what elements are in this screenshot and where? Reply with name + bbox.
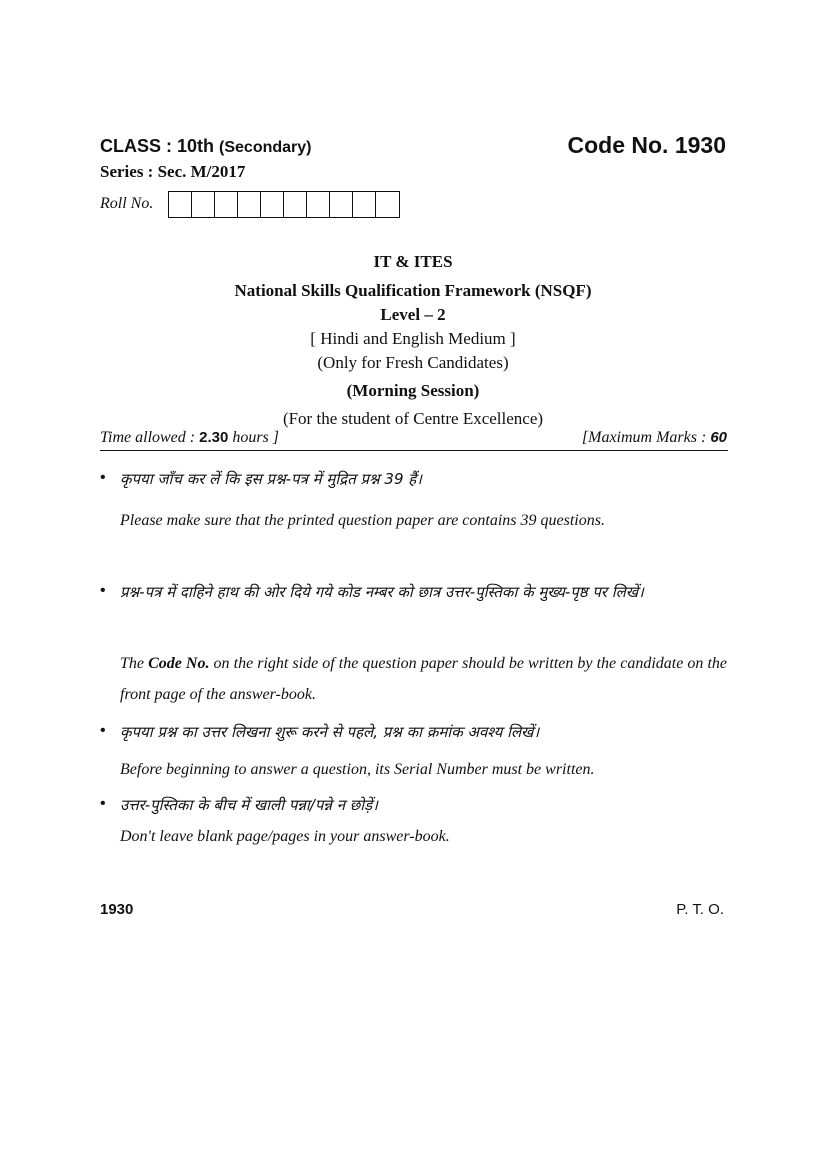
roll-box — [238, 192, 261, 217]
class-text: CLASS : 10th — [100, 136, 215, 156]
marks-value: 60 — [710, 429, 727, 446]
bullet-icon: • — [100, 469, 106, 486]
medium-line: [ Hindi and English Medium ] — [310, 329, 516, 348]
bullet-icon: • — [100, 722, 106, 739]
roll-number-boxes — [168, 191, 400, 218]
instruction-2-english — [120, 648, 727, 710]
framework-title: National Skills Qualification Framework (NSQF) — [234, 281, 592, 300]
instruction-2-hindi: प्रश्न-पत्र में दाहिने हाथ की ओर दिये गये कोड नम्बर को छात्र उत्तर-पुस्तिका के मुख्य-पृष्ठ पर लिखें। — [120, 583, 644, 601]
instruction-1-english: Please make sure that the printed question paper are contains 39 questions. — [120, 512, 605, 529]
footer-pto: P. T. O. — [676, 901, 724, 918]
instruction-2-prefix: The — [120, 655, 149, 672]
series-label: Series : Sec. M/2017 — [100, 162, 246, 181]
instruction-3-hindi: कृपया प्रश्न का उत्तर लिखना शुरू करने से पहले, प्रश्न का क्रमांक अवश्य लिखें। — [120, 723, 540, 741]
instruction-2-code-no: Code No. — [148, 655, 210, 672]
code-number: Code No. 1930 — [567, 132, 726, 158]
header-divider — [100, 450, 728, 451]
bullet-icon: • — [100, 795, 106, 812]
roll-box — [307, 192, 330, 217]
footer-code: 1930 — [100, 901, 134, 918]
marks-prefix: [Maximum Marks : — [581, 429, 711, 446]
instruction-2-suffix: on the right side of the question paper should be written by the candidate on the front page of the answer-book. — [120, 655, 728, 703]
session-line: (Morning Session) — [346, 381, 480, 400]
roll-box — [284, 192, 307, 217]
roll-box — [330, 192, 353, 217]
roll-box — [261, 192, 284, 217]
time-suffix: hours ] — [228, 429, 279, 446]
instruction-1-hindi: कृपया जाँच कर लें कि इस प्रश्न-पत्र में मुद्रित प्रश्न 39 हैं। — [120, 470, 422, 488]
time-prefix: Time allowed : — [100, 429, 200, 446]
roll-box — [215, 192, 238, 217]
roll-box — [192, 192, 215, 217]
maximum-marks — [582, 429, 727, 447]
roll-box — [376, 192, 399, 217]
subject-title: IT & ITES — [373, 252, 453, 271]
class-label — [100, 136, 312, 157]
time-value: 2.30 — [199, 429, 229, 446]
class-level: (Secondary) — [219, 139, 312, 156]
level-title: Level – 2 — [380, 305, 446, 324]
instruction-4-english: Don't leave blank page/pages in your answer-book. — [120, 828, 450, 845]
candidate-line: (Only for Fresh Candidates) — [317, 353, 509, 372]
roll-box — [169, 192, 192, 217]
instruction-3-english: Before beginning to answer a question, its Serial Number must be written. — [120, 761, 595, 778]
roll-number-label: Roll No. — [100, 195, 154, 212]
centre-line: (For the student of Centre Excellence) — [282, 409, 544, 428]
bullet-icon: • — [100, 582, 106, 599]
time-allowed — [100, 429, 279, 447]
instruction-4-hindi: उत्तर-पुस्तिका के बीच में खाली पन्ना/पन्ने न छोड़ें। — [120, 796, 378, 814]
roll-box — [353, 192, 376, 217]
